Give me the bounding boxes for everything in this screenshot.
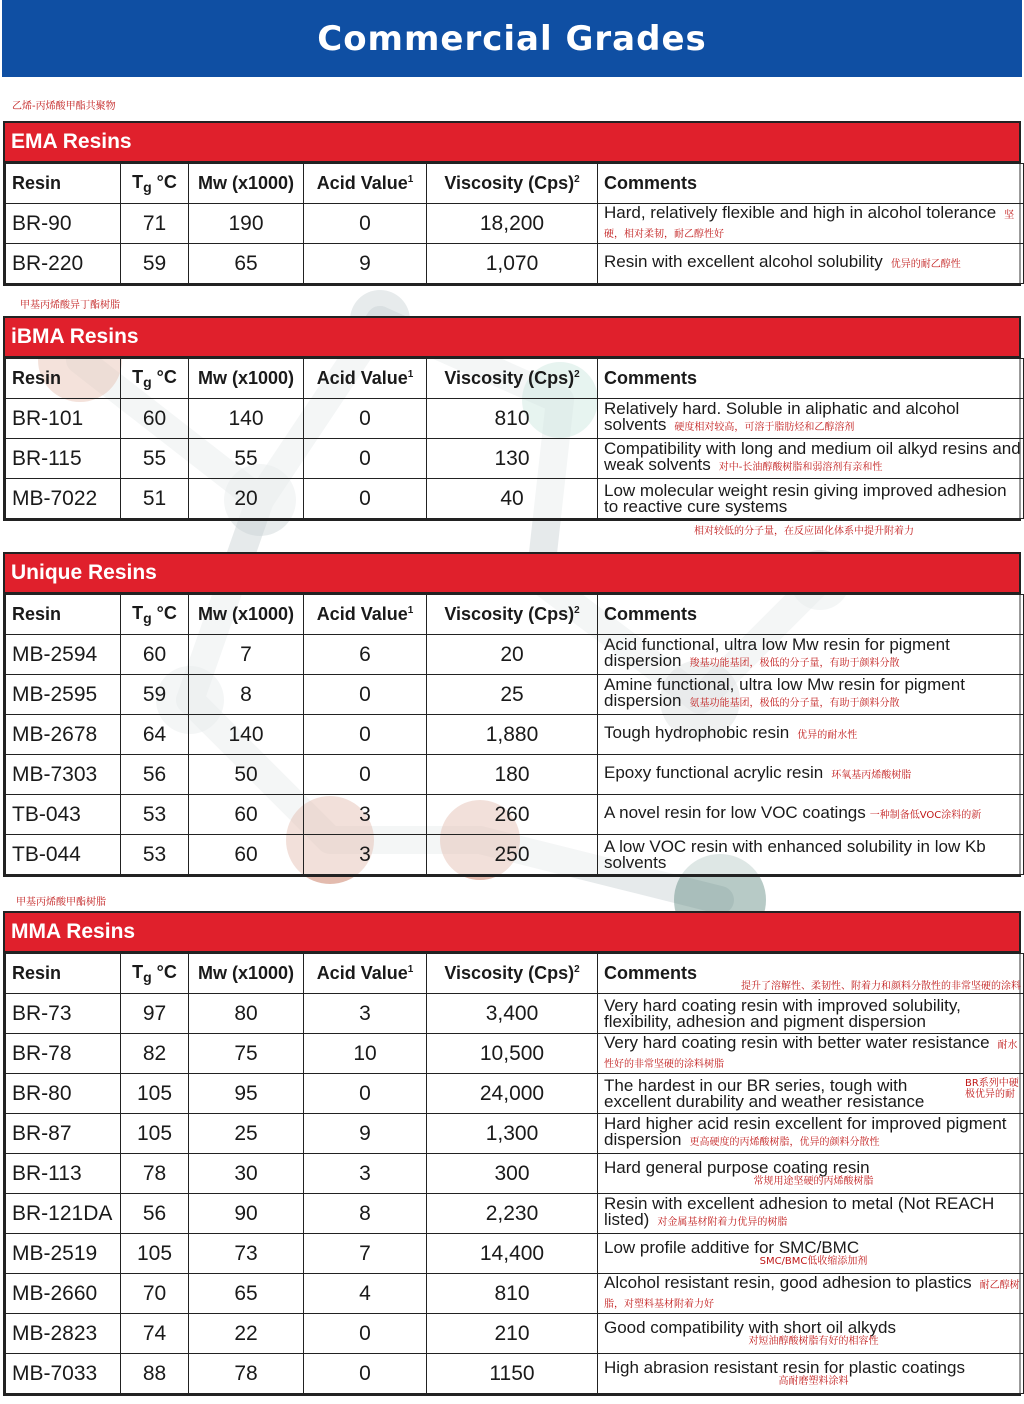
resin-table <box>5 358 1024 519</box>
section-unique <box>3 552 1021 877</box>
table-row: MB-2595 59 8 0 25 Amine functional, ultra low Mw resin for pigment dispersion 氨基功能基团，极低的分子量，有助于颜料分散 <box>6 675 1024 715</box>
col-comments: Comments 提升了溶解性、柔韧性、附着力和颜料分散性的非常坚硬的涂料 <box>598 954 1024 994</box>
table-row: BR-78 82 75 10 10,500 Very hard coating resin with better water resistance 耐水性好的非常坚硬的涂料树脂 <box>6 1034 1024 1074</box>
table-row: MB-2519 105 73 7 14,400 Low profile additive for SMC/BMC SMC/BMC低收缩添加剂 <box>6 1234 1024 1274</box>
col-mw: Mw (x1000) <box>189 954 304 994</box>
comment-cell: Very hard coating resin with improved solubility, flexibility, adhesion and pigment dispersion <box>598 994 1024 1034</box>
comment-cell: Hard, relatively flexible and high in alcohol tolerance 坚硬，相对柔韧，耐乙醇性好 <box>598 204 1024 244</box>
col-acid: Acid Value$^1$ <box>304 359 427 399</box>
comment-cell: Amine functional, ultra low Mw resin for pigment dispersion 氨基功能基团，极低的分子量，有助于颜料分散 <box>598 675 1024 715</box>
comment-cell: The hardest in our BR series, tough with excellent durability and weather resistance BR系列中硬 极优异的耐 <box>598 1074 1024 1114</box>
note-ema: 乙烯-丙烯酸甲酯共聚物 <box>12 101 116 112</box>
section-ema <box>3 121 1021 286</box>
comment-cell: Alcohol resistant resin, good adhesion to plastics 耐乙醇树脂，对塑料基材附着力好 <box>598 1274 1024 1314</box>
col-mw: Mw (x1000) <box>189 359 304 399</box>
col-comments: Comments <box>598 164 1024 204</box>
table-row: MB-7033 88 78 0 1150 High abrasion resistant resin for plastic coatings 高耐磨塑料涂料 <box>6 1354 1024 1394</box>
comment-cell: Low profile additive for SMC/BMC SMC/BMC低收缩添加剂 <box>598 1234 1024 1274</box>
table-row: BR-113 78 30 3 300 Hard general purpose coating resin 常规用途坚硬的丙烯酸树脂 <box>6 1154 1024 1194</box>
col-resin: Resin <box>6 954 121 994</box>
table-row: BR-73 97 80 3 3,400 Very hard coating resin with improved solubility, flexibility, adhesion and pigment dispersion <box>6 994 1024 1034</box>
col-viscosity: Viscosity (Cps)$^2$ <box>427 954 598 994</box>
col-comments: Comments <box>598 595 1024 635</box>
table-row: BR-101 60 140 0 810 Relatively hard. Soluble in aliphatic and alcohol solvents 硬度相对较高，可溶于脂肪烃和乙醇溶剂 <box>6 399 1024 439</box>
table-row: TB-043 53 60 3 260 A novel resin for low VOC coatings 一种制备低VOC涂料的新 <box>6 795 1024 835</box>
col-resin: Resin <box>6 359 121 399</box>
note-ibma-after: 相对较低的分子量，在反应固化体系中提升附着力 <box>694 526 914 537</box>
col-tg: $T_g$ °C <box>121 954 189 994</box>
comment-cell: High abrasion resistant resin for plastic coatings 高耐磨塑料涂料 <box>598 1354 1024 1394</box>
header-row <box>6 359 1024 399</box>
section-title: MMA Resins <box>5 913 1019 953</box>
table-row: MB-2678 64 140 0 1,880 Tough hydrophobic resin 优异的耐水性 <box>6 715 1024 755</box>
side-cn-note: BR系列中硬 极优异的耐 <box>965 1078 1019 1100</box>
table-row: BR-121DA 56 90 8 2,230 Resin with excellent adhesion to metal (Not REACH listed) 对金属基材附着力优异的树脂 <box>6 1194 1024 1234</box>
table-row: MB-2594 60 7 6 20 Acid functional, ultra low Mw resin for pigment dispersion 羧基功能基团，极低的分子量，有助于颜料分散 <box>6 635 1024 675</box>
col-comments: Comments <box>598 359 1024 399</box>
table-row: BR-90 71 190 0 18,200 Hard, relatively flexible and high in alcohol tolerance 坚硬，相对柔韧，耐乙醇性好 <box>6 204 1024 244</box>
col-tg: $T_g$ °C <box>121 359 189 399</box>
col-viscosity: Viscosity (Cps)$^2$ <box>427 164 598 204</box>
table-row: MB-7303 56 50 0 180 Epoxy functional acrylic resin 环氧基丙烯酸树脂 <box>6 755 1024 795</box>
col-mw: Mw (x1000) <box>189 164 304 204</box>
col-resin: Resin <box>6 595 121 635</box>
header-row <box>6 954 1024 994</box>
table-row: TB-044 53 60 3 250 A low VOC resin with enhanced solubility in low Kb solvents <box>6 835 1024 875</box>
comment-cell: A low VOC resin with enhanced solubility in low Kb solvents <box>598 835 1024 875</box>
comment-cell: Hard higher acid resin excellent for improved pigment dispersion 更高硬度的丙烯酸树脂，优异的颜料分散性 <box>598 1114 1024 1154</box>
table-row: BR-87 105 25 9 1,300 Hard higher acid resin excellent for improved pigment dispersion 更高硬度的丙烯酸树脂，优异的颜料分散性 <box>6 1114 1024 1154</box>
comment-cell: Relatively hard. Soluble in aliphatic and alcohol solvents 硬度相对较高，可溶于脂肪烃和乙醇溶剂 <box>598 399 1024 439</box>
comment-cell: Very hard coating resin with better water resistance 耐水性好的非常坚硬的涂料树脂 <box>598 1034 1024 1074</box>
section-title: EMA Resins <box>5 123 1019 163</box>
header-row <box>6 595 1024 635</box>
comment-cell: Epoxy functional acrylic resin 环氧基丙烯酸树脂 <box>598 755 1024 795</box>
header-row <box>6 164 1024 204</box>
note-mma: 甲基丙烯酸甲酯树脂 <box>16 897 106 908</box>
comment-cell: Resin with excellent adhesion to metal (Not REACH listed) 对金属基材附着力优异的树脂 <box>598 1194 1024 1234</box>
table-row: BR-220 59 65 9 1,070 Resin with excellent alcohol solubility 优异的耐乙醇性 <box>6 244 1024 284</box>
col-viscosity: Viscosity (Cps)$^2$ <box>427 595 598 635</box>
table-row: MB-2660 70 65 4 810 Alcohol resistant resin, good adhesion to plastics 耐乙醇树脂，对塑料基材附着力好 <box>6 1274 1024 1314</box>
col-resin: Resin <box>6 164 121 204</box>
note-ibma: 甲基丙烯酸异丁酯树脂 <box>20 300 120 311</box>
comment-cell: Acid functional, ultra low Mw resin for pigment dispersion 羧基功能基团，极低的分子量，有助于颜料分散 <box>598 635 1024 675</box>
resin-table <box>5 163 1024 284</box>
table-row: MB-2823 74 22 0 210 Good compatibility with short oil alkyds 对短油醇酸树脂有好的相容性 <box>6 1314 1024 1354</box>
table-row: MB-7022 51 20 0 40 Low molecular weight resin giving improved adhesion to reactive cure systems <box>6 479 1024 519</box>
comment-cell: Low molecular weight resin giving improved adhesion to reactive cure systems <box>598 479 1024 519</box>
section-title: iBMA Resins <box>5 318 1019 358</box>
comment-cell: Compatibility with long and medium oil alkyd resins and weak solvents 对中-长油醇酸树脂和弱溶剂有亲和性 <box>598 439 1024 479</box>
col-acid: Acid Value$^1$ <box>304 164 427 204</box>
table-row: BR-115 55 55 0 130 Compatibility with long and medium oil alkyd resins and weak solvents 对中-长油醇酸树脂和弱溶剂有亲和性 <box>6 439 1024 479</box>
comment-cell: A novel resin for low VOC coatings 一种制备低VOC涂料的新 <box>598 795 1024 835</box>
header-cn-note: 提升了溶解性、柔韧性、附着力和颜料分散性的非常坚硬的涂料 <box>741 981 1021 992</box>
comment-cell: Good compatibility with short oil alkyds 对短油醇酸树脂有好的相容性 <box>598 1314 1024 1354</box>
section-title: Unique Resins <box>5 554 1019 594</box>
comment-cell: Resin with excellent alcohol solubility 优异的耐乙醇性 <box>598 244 1024 284</box>
comment-cell: Tough hydrophobic resin 优异的耐水性 <box>598 715 1024 755</box>
col-mw: Mw (x1000) <box>189 595 304 635</box>
col-acid: Acid Value$^1$ <box>304 595 427 635</box>
section-ibma <box>3 316 1021 521</box>
col-tg: $T_g$ °C <box>121 164 189 204</box>
section-mma <box>3 911 1021 1396</box>
col-viscosity: Viscosity (Cps)$^2$ <box>427 359 598 399</box>
col-tg: $T_g$ °C <box>121 595 189 635</box>
resin-table <box>5 594 1024 875</box>
resin-table <box>5 953 1024 1394</box>
page-title: Commercial Grades <box>317 18 707 59</box>
header-banner <box>2 0 1022 77</box>
table-row: BR-80 105 95 0 24,000 The hardest in our BR series, tough with excellent durability and weather resistance BR系列中硬 极优异的耐 <box>6 1074 1024 1114</box>
col-acid: Acid Value$^1$ <box>304 954 427 994</box>
comment-cell: Hard general purpose coating resin 常规用途坚硬的丙烯酸树脂 <box>598 1154 1024 1194</box>
